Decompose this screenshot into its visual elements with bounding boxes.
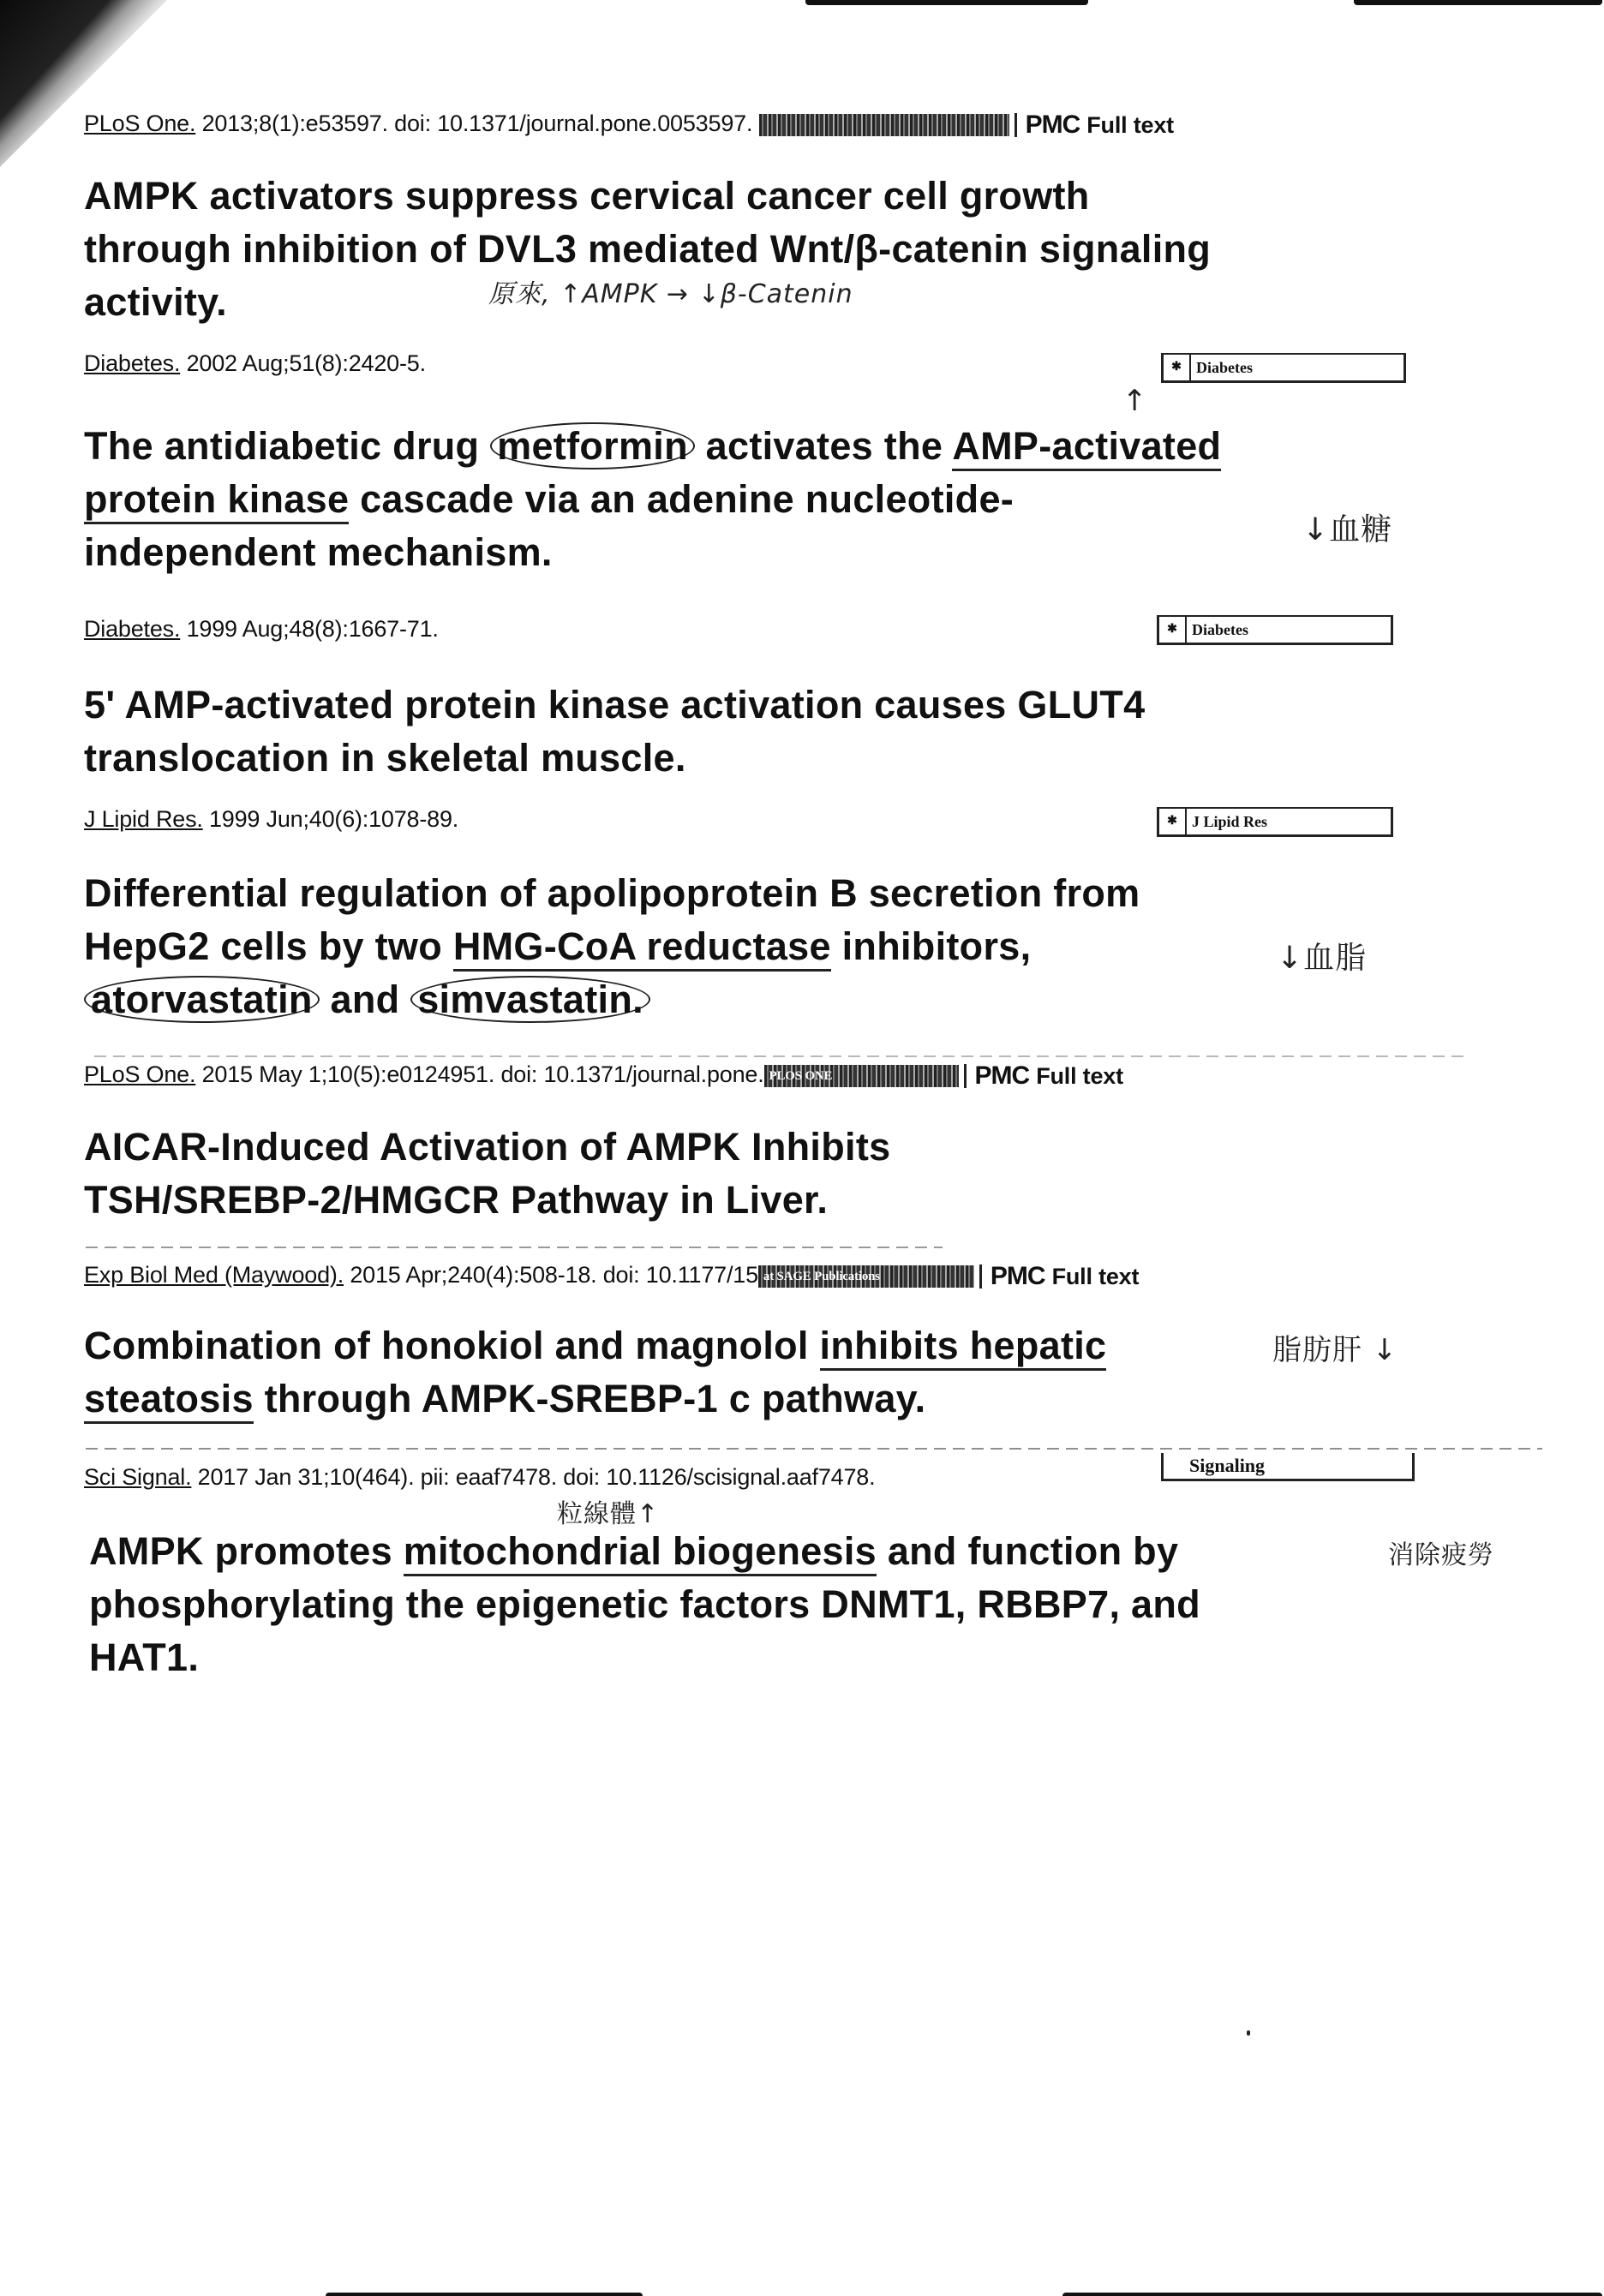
citation-text: 2015 Apr;240(4):508-18. doi: 10.1177/15: [344, 1262, 758, 1288]
circled-text: atorvastatin: [84, 976, 320, 1023]
underlined-text: mitochondrial biogenesis: [404, 1529, 877, 1576]
title-line: [84, 420, 1221, 473]
citation-3: [84, 615, 439, 643]
journal-logo-icon: ✱: [1164, 355, 1191, 380]
title-line: AMPK activators suppress cervical cancer cell growth: [84, 174, 1090, 218]
article-title-5[interactable]: [84, 1121, 890, 1227]
title-line: TSH/SREBP-2/HMGCR Pathway in Liver.: [84, 1178, 829, 1222]
title-line: through inhibition of DVL3 mediated Wnt/β-catenin signaling: [84, 227, 1212, 271]
underlined-text: AMP-activated: [952, 424, 1221, 471]
journal-badge[interactable]: [1161, 1453, 1415, 1481]
citation-7: [84, 1463, 875, 1491]
journal-badge[interactable]: [1157, 807, 1393, 837]
divider: [979, 1265, 982, 1289]
circled-text: simvastatin.: [410, 976, 650, 1023]
title-line: activity.: [84, 280, 227, 324]
journal-link[interactable]: PLoS One.: [84, 1061, 196, 1087]
journal-link[interactable]: Sci Signal.: [84, 1464, 192, 1490]
text: The antidiabetic drug: [84, 424, 491, 468]
journal-link[interactable]: Exp Biol Med (Maywood).: [84, 1262, 344, 1288]
article-title-6[interactable]: [84, 1319, 1106, 1426]
text: Combination of honokiol and magnolol: [84, 1324, 820, 1367]
title-line: [84, 1319, 1106, 1372]
handwritten-note: 消除疲勞: [1388, 1540, 1494, 1570]
citation-text: 2015 May 1;10(5):e0124951. doi: 10.1371/journal.pone.: [195, 1061, 764, 1087]
circled-text: metformin: [490, 422, 695, 469]
text: cascade via an adenine nucleotide-: [349, 477, 1014, 521]
journal-link[interactable]: J Lipid Res.: [84, 806, 203, 832]
publisher-logo[interactable]: [759, 114, 1009, 136]
badge-label: Diabetes: [1192, 621, 1248, 638]
scan-artifact: [94, 1055, 1465, 1057]
title-line: AICAR-Induced Activation of AMPK Inhibits: [84, 1125, 891, 1169]
publisher-logo[interactable]: at SAGE Publications: [758, 1265, 974, 1288]
citation-text: 1999 Jun;40(6):1078-89.: [202, 806, 459, 832]
handwritten-note: 脂肪肝 ↓: [1272, 1333, 1398, 1367]
journal-badge[interactable]: [1157, 615, 1393, 645]
journal-link[interactable]: Diabetes.: [84, 616, 181, 642]
full-text-link[interactable]: Full text: [1086, 111, 1174, 138]
text: inhibitors,: [830, 924, 1032, 968]
citation-text: 2002 Aug;51(8):2420-5.: [180, 350, 426, 376]
scan-edge-bottom: [1062, 2293, 1602, 2296]
underlined-text: HMG-CoA reductase: [453, 924, 831, 972]
divider: [1014, 113, 1017, 137]
underlined-text: steatosis: [84, 1377, 254, 1424]
citation-5: [84, 1061, 1123, 1090]
title-line: [89, 1525, 1200, 1578]
text: AMPK promotes: [89, 1529, 404, 1573]
journal-link[interactable]: Diabetes.: [84, 350, 181, 376]
full-text-link[interactable]: Full text: [1051, 1263, 1140, 1289]
handwritten-up-arrow: ↑: [1122, 384, 1148, 418]
title-line: [84, 920, 1140, 973]
text: activates the: [694, 424, 953, 468]
scan-edge-bottom: [326, 2293, 643, 2296]
journal-logo-icon: ✱: [1159, 809, 1187, 834]
pmc-logo[interactable]: PMC: [974, 1061, 1030, 1090]
text: and function by: [877, 1529, 1179, 1573]
citation-text: 1999 Aug;48(8):1667-71.: [180, 616, 439, 642]
journal-badge[interactable]: [1161, 353, 1406, 383]
title-line: [84, 473, 1221, 526]
article-title-2[interactable]: [84, 420, 1221, 579]
title-line: independent mechanism.: [84, 530, 553, 574]
title-line: translocation in skeletal muscle.: [84, 736, 686, 780]
citation-2: [84, 350, 426, 377]
title-line: HAT1.: [89, 1635, 200, 1679]
article-title-4[interactable]: [84, 867, 1140, 1026]
pmc-logo[interactable]: PMC: [990, 1261, 1045, 1290]
citation-6: [84, 1261, 1139, 1290]
scan-artifact: [86, 1247, 943, 1248]
divider: [964, 1064, 967, 1088]
underlined-text: inhibits hepatic: [820, 1324, 1107, 1371]
badge-label: Signaling: [1189, 1455, 1266, 1476]
text: and: [319, 978, 411, 1021]
full-text-link[interactable]: Full text: [1036, 1062, 1123, 1089]
handwritten-note: 粒線體↑: [557, 1499, 660, 1529]
pmc-logo[interactable]: PMC: [1025, 110, 1080, 139]
scan-edge-top: [1354, 0, 1602, 5]
handwritten-note: 原來, ↑AMPK → ↓β-Catenin: [488, 279, 853, 309]
citation-text: 2017 Jan 31;10(464). pii: eaaf7478. doi: 10.1126/scisignal.aaf7478.: [191, 1464, 876, 1490]
title-line: [84, 1372, 1106, 1426]
underlined-text: protein kinase: [84, 477, 349, 524]
citation-4: [84, 805, 458, 833]
journal-logo-icon: ✱: [1159, 617, 1187, 643]
article-title-7[interactable]: [89, 1525, 1200, 1684]
scan-edge-top: [805, 0, 1088, 5]
title-line: 5' AMP-activated protein kinase activation causes GLUT4: [84, 683, 1146, 726]
article-title-3[interactable]: [84, 679, 1145, 785]
handwritten-note: ↓血脂: [1277, 941, 1368, 976]
badge-label: J Lipid Res: [1192, 813, 1268, 830]
badge-label: Diabetes: [1196, 359, 1253, 376]
journal-link[interactable]: PLoS One.: [84, 111, 196, 136]
handwritten-note: ↓血糖: [1302, 512, 1393, 547]
scan-speck: [1247, 2030, 1250, 2036]
scan-artifact: [86, 1448, 1542, 1450]
text: HepG2 cells by two: [84, 924, 453, 968]
citation-text: 2013;8(1):e53597. doi: 10.1371/journal.pone.0053597.: [195, 111, 753, 136]
title-line: Differential regulation of apolipoprotein B secretion from: [84, 871, 1140, 915]
text: through AMPK-SREBP-1 c pathway.: [253, 1377, 926, 1420]
title-line: phosphorylating the epigenetic factors DNMT1, RBBP7, and: [89, 1582, 1200, 1626]
title-line: [84, 973, 1140, 1026]
publisher-logo[interactable]: PLOS ONE: [764, 1065, 959, 1087]
citation-1: [84, 110, 1174, 139]
